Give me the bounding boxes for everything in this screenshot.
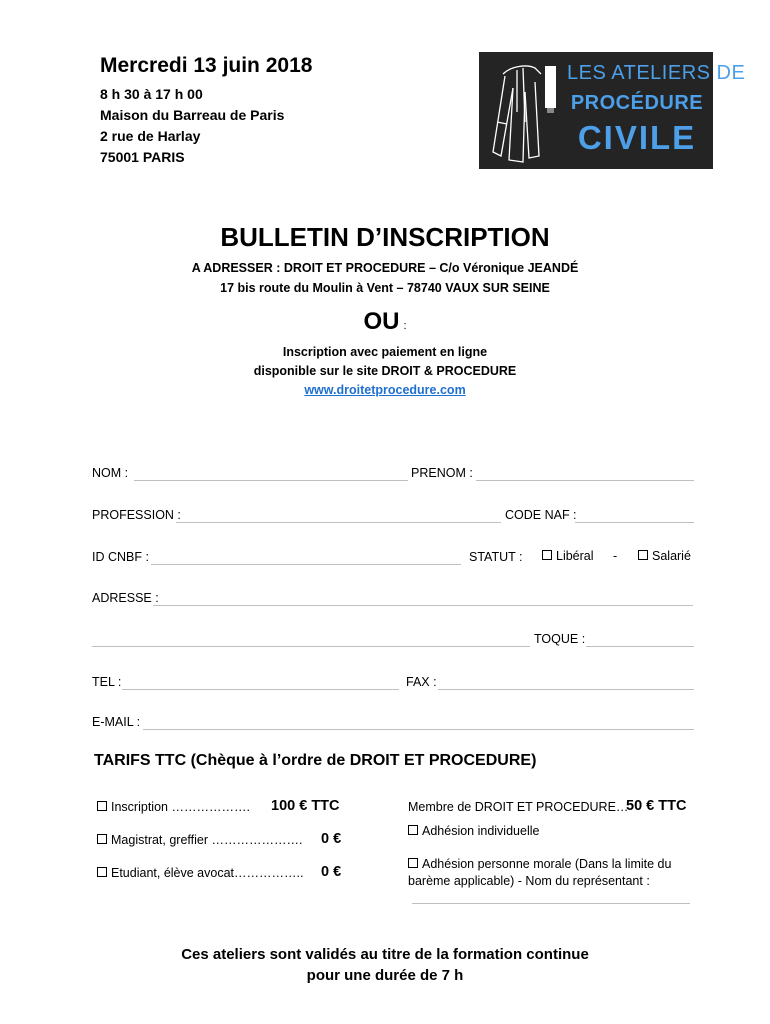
address-line-2: 17 bis route du Moulin à Vent – 78740 VAUX SUR SEINE	[220, 281, 550, 295]
footer-line-2: pour une durée de 7 h	[306, 967, 464, 984]
tarif-inscription[interactable]	[97, 800, 250, 814]
salarie-label: Salarié	[652, 549, 691, 563]
id-cnbf-label: ID CNBF :	[92, 550, 149, 564]
online-line-2: disponible sur le site DROIT & PROCEDURE	[253, 364, 517, 378]
adresse-label: ADRESSE :	[92, 591, 159, 605]
statut-label: STATUT :	[469, 550, 523, 564]
event-details	[100, 84, 284, 168]
adhesion-individuelle-label: Adhésion individuelle	[422, 824, 540, 838]
online-line-1: Inscription avec paiement en ligne	[282, 345, 488, 359]
or-text: OU	[363, 308, 400, 335]
toque-label: TOQUE :	[534, 632, 586, 646]
or-separator	[0, 308, 770, 336]
event-street: 2 rue de Harlay	[100, 128, 201, 144]
inscription-checkbox[interactable]	[97, 801, 107, 811]
address-line-1: A ADRESSER : DROIT ET PROCEDURE – C/o Véronique JEANDÉ	[191, 261, 579, 275]
magistrat-label: Magistrat, greffier ………………….	[111, 833, 303, 847]
logo-line-2: PROCÉDURE	[570, 92, 704, 114]
mailing-address	[0, 258, 770, 298]
website-link[interactable]: www.droitetprocedure.com	[304, 383, 466, 397]
adhesion-morale-line-2: barème applicable) - Nom du représentant :	[408, 874, 650, 888]
tarifs-title: TARIFS TTC (Chèque à l’ordre de DROIT ET PROCEDURE)	[94, 752, 537, 769]
etudiant-checkbox[interactable]	[97, 867, 107, 877]
liberal-label: Libéral	[556, 549, 594, 563]
email-field[interactable]	[143, 729, 694, 730]
or-colon: :	[403, 320, 407, 332]
profession-field[interactable]	[176, 522, 501, 523]
tel-label: TEL :	[92, 675, 122, 689]
prenom-field[interactable]	[476, 480, 694, 481]
fax-label: FAX :	[406, 675, 437, 689]
event-city: 75001 PARIS	[100, 149, 185, 165]
tarif-etudiant[interactable]	[97, 866, 303, 880]
toque-field[interactable]	[586, 646, 694, 647]
salarie-checkbox[interactable]	[638, 550, 648, 560]
fax-field[interactable]	[438, 689, 694, 690]
nom-field[interactable]	[134, 480, 408, 481]
code-naf-label: CODE NAF :	[505, 508, 577, 522]
inscription-price: 100 € TTC	[271, 798, 340, 814]
footer-note	[0, 944, 770, 986]
membre-price: 50 € TTC	[626, 798, 687, 814]
adhesion-morale-checkbox[interactable]	[408, 858, 418, 868]
adhesion-individuelle-checkbox[interactable]	[408, 825, 418, 835]
liberal-checkbox[interactable]	[542, 550, 552, 560]
adresse-field-line-2[interactable]	[92, 646, 530, 647]
tel-field[interactable]	[122, 689, 399, 690]
adhesion-individuelle-option[interactable]	[408, 824, 539, 838]
email-label: E-MAIL :	[92, 715, 141, 729]
etudiant-label: Etudiant, élève avocat……………..	[111, 866, 304, 880]
magistrat-price: 0 €	[321, 831, 342, 847]
page-title: BULLETIN D’INSCRIPTION	[220, 222, 550, 252]
adresse-field[interactable]	[153, 605, 693, 606]
footer-line-1: Ces ateliers sont validés au titre de la formation continue	[181, 946, 589, 963]
inscription-label: Inscription ……………….	[111, 800, 250, 814]
tarif-magistrat[interactable]	[97, 833, 302, 847]
statut-separator: -	[613, 549, 618, 563]
etudiant-price: 0 €	[321, 864, 342, 880]
event-venue: Maison du Barreau de Paris	[100, 107, 285, 123]
id-cnbf-field[interactable]	[151, 564, 461, 565]
code-naf-field[interactable]	[575, 522, 694, 523]
logo-line-1: LES ATELIERS DE	[567, 62, 746, 84]
profession-label: PROFESSION :	[92, 508, 181, 522]
representant-field[interactable]	[412, 903, 690, 904]
membre-label: Membre de DROIT ET PROCEDURE…	[408, 800, 629, 814]
adhesion-morale-line-1: Adhésion personne morale (Dans la limite du	[422, 857, 672, 871]
liberal-option[interactable]	[542, 549, 594, 563]
prenom-label: PRENOM :	[411, 466, 473, 480]
logo-line-3: CIVILE	[577, 119, 697, 156]
ateliers-logo	[479, 52, 746, 169]
adhesion-morale-option[interactable]	[408, 856, 671, 890]
salarie-option[interactable]	[638, 549, 691, 563]
online-registration	[0, 343, 770, 400]
nom-label: NOM :	[92, 466, 129, 480]
event-hours: 8 h 30 à 17 h 00	[100, 86, 203, 102]
magistrat-checkbox[interactable]	[97, 834, 107, 844]
event-date: Mercredi 13 juin 2018	[100, 54, 313, 77]
